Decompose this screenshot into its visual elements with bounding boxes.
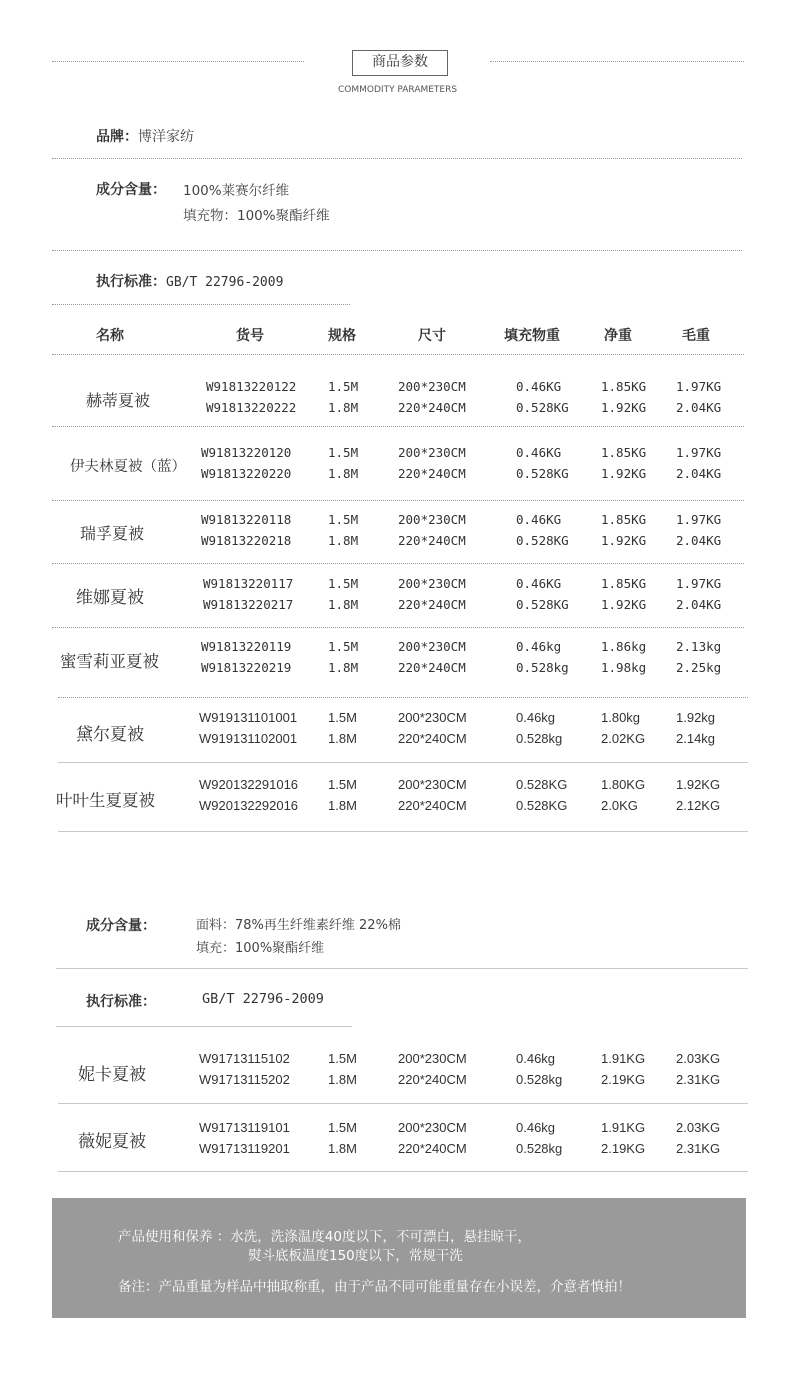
net-weight: 2.19KG [601,1141,646,1156]
col-header-net-weight: 净重 [604,328,632,344]
product-spec: 1.8M [328,400,359,415]
product-spec: 1.8M [328,1141,357,1156]
row-divider [58,697,748,698]
product-spec: 1.5M [328,379,359,394]
divider [52,158,742,159]
gross-weight: 2.25kg [676,660,722,675]
product-code: W91813220117 [203,576,294,591]
product-spec: 1.5M [328,1051,357,1066]
fill-weight: 0.528KG [516,777,568,792]
header-divider-left [52,61,304,62]
product-name: 薇妮夏被 [78,1132,146,1152]
product-spec: 1.8M [328,597,359,612]
net-weight: 1.85KG [601,445,647,460]
divider [52,354,744,355]
product-code: W91713119201 [199,1141,290,1156]
gross-weight: 2.14kg [676,731,716,746]
gross-weight: 2.31KG [676,1072,721,1087]
product-size: 200*230CM [398,512,466,527]
row-divider [52,500,744,501]
product-size: 220*240CM [398,597,466,612]
fill-weight: 0.528kg [516,1072,563,1087]
net-weight: 1.80KG [601,777,646,792]
standard-value: GB/T 22796-2009 [166,275,284,290]
net-weight: 1.92KG [601,400,647,415]
standard-row [96,271,283,291]
standard-label: 执行标准： [96,274,166,290]
product-code: W920132292016 [199,798,299,813]
gross-weight: 1.97KG [676,512,722,527]
net-weight: 1.92KG [601,597,647,612]
standard-value: GB/T 22796-2009 [202,991,324,1007]
fill-weight: 0.528KG [516,597,569,612]
product-size: 220*240CM [398,400,466,415]
care-line-2: 熨斗底板温度150度以下，常规干洗 [248,1248,463,1264]
net-weight: 1.92KG [601,466,647,481]
fill-weight: 0.46KG [516,379,562,394]
product-size: 200*230CM [398,777,467,792]
composition-line2: 填充：100%聚酯纤维 [196,941,325,956]
brand-value: 博洋家纺 [138,129,194,145]
product-spec: 1.8M [328,660,359,675]
net-weight: 1.85KG [601,512,647,527]
fill-weight: 0.528kg [516,731,563,746]
net-weight: 1.85KG [601,576,647,591]
net-weight: 1.91KG [601,1051,646,1066]
gross-weight: 1.97KG [676,576,722,591]
product-code: W91813220217 [203,597,294,612]
divider [56,1026,352,1027]
fill-weight: 0.46KG [516,512,562,527]
product-spec: 1.5M [328,710,357,725]
brand-label: 品牌： [96,129,138,145]
net-weight: 1.91KG [601,1120,646,1135]
col-header-size: 尺寸 [418,328,446,344]
product-spec: 1.5M [328,777,357,792]
product-name: 伊夫林夏被（蓝） [70,459,186,475]
fill-weight: 0.46kg [516,1120,556,1135]
section-subtitle: COMMODITY PARAMETERS [338,85,458,95]
row-divider [58,762,748,763]
product-spec: 1.8M [328,798,357,813]
product-spec: 1.8M [328,533,359,548]
product-size: 220*240CM [398,1072,467,1087]
product-size: 220*240CM [398,466,466,481]
col-header-code: 货号 [236,328,264,344]
fill-weight: 0.46kg [516,639,562,654]
product-spec: 1.5M [328,639,359,654]
product-code: W91813220218 [201,533,292,548]
fill-weight: 0.46KG [516,576,562,591]
net-weight: 2.02KG [601,731,646,746]
net-weight: 1.85KG [601,379,647,394]
product-code: W91813220222 [206,400,297,415]
net-weight: 2.19KG [601,1072,646,1087]
product-code: W91813220219 [201,660,292,675]
product-size: 200*230CM [398,639,466,654]
gross-weight: 1.97KG [676,445,722,460]
product-size: 220*240CM [398,798,467,813]
product-code: W91713115202 [199,1072,290,1087]
standard-label: 执行标准： [86,994,156,1010]
fill-weight: 0.528KG [516,466,569,481]
fill-weight: 0.46kg [516,1051,556,1066]
net-weight: 1.92KG [601,533,647,548]
net-weight: 2.0KG [601,798,638,813]
composition-label: 成分含量： [86,918,156,934]
product-code: W919131102001 [199,731,298,746]
product-name: 蜜雪莉亚夏被 [60,652,159,671]
product-code: W91813220122 [206,379,297,394]
gross-weight: 2.31KG [676,1141,721,1156]
product-spec: 1.8M [328,466,359,481]
product-size: 200*230CM [398,379,466,394]
product-spec: 1.5M [328,1120,357,1135]
row-divider [58,831,748,832]
product-spec: 1.5M [328,512,359,527]
col-header-gross-weight: 毛重 [682,328,710,344]
net-weight: 1.86kg [601,639,647,654]
product-code: W91713119101 [199,1120,290,1135]
product-code: W91713115102 [199,1051,290,1066]
product-name: 黛尔夏被 [76,725,144,745]
gross-weight: 1.97KG [676,379,722,394]
gross-weight: 1.92kg [676,710,716,725]
section-title: 商品参数 [352,50,448,76]
product-code: W91813220220 [201,466,292,481]
col-header-name: 名称 [96,328,124,344]
row-divider [52,563,744,564]
divider [52,304,350,305]
care-instructions-box [52,1198,746,1318]
composition-line1: 面料：78%再生纤维素纤维 22%棉 [196,918,401,933]
composition-label: 成分含量： [96,182,166,198]
product-name: 赫蒂夏被 [86,391,151,410]
care-line-1: 产品使用和保养 ：水洗，洗涤温度40度以下，不可漂白，悬挂晾干， [118,1229,531,1245]
product-size: 200*230CM [398,1051,467,1066]
gross-weight: 2.13kg [676,639,722,654]
product-size: 200*230CM [398,576,466,591]
product-name: 叶叶生夏夏被 [56,791,155,810]
composition-line2: 填充物：100%聚酯纤维 [183,208,330,224]
product-name: 妮卡夏被 [78,1065,146,1085]
product-size: 220*240CM [398,660,466,675]
row-divider [58,1103,748,1104]
product-size: 200*230CM [398,710,467,725]
product-spec: 1.8M [328,731,357,746]
divider [56,968,748,969]
fill-weight: 0.46KG [516,445,562,460]
product-code: W91813220120 [201,445,292,460]
product-size: 200*230CM [398,1120,467,1135]
row-divider [52,627,744,628]
product-size: 220*240CM [398,533,466,548]
fill-weight: 0.528KG [516,533,569,548]
product-name: 维娜夏被 [76,588,144,608]
fill-weight: 0.528kg [516,660,569,675]
divider [52,250,742,251]
header-divider-right [490,61,744,62]
gross-weight: 2.03KG [676,1120,721,1135]
product-size: 220*240CM [398,731,467,746]
product-name: 瑞孚夏被 [80,524,145,543]
gross-weight: 2.04KG [676,400,722,415]
product-size: 200*230CM [398,445,466,460]
fill-weight: 0.528KG [516,400,569,415]
row-divider [58,1171,748,1172]
product-spec: 1.8M [328,1072,357,1087]
fill-weight: 0.528kg [516,1141,563,1156]
product-size: 220*240CM [398,1141,467,1156]
product-code: W920132291016 [199,777,299,792]
gross-weight: 2.04KG [676,597,722,612]
gross-weight: 2.04KG [676,533,722,548]
product-code: W91813220119 [201,639,292,654]
composition-line1: 100%莱赛尔纤维 [183,183,290,199]
net-weight: 1.80kg [601,710,641,725]
fill-weight: 0.528KG [516,798,568,813]
fill-weight: 0.46kg [516,710,556,725]
product-code: W91813220118 [201,512,292,527]
product-spec: 1.5M [328,445,359,460]
col-header-fill-weight: 填充物重 [504,328,560,344]
product-code: W919131101001 [199,710,298,725]
row-divider [52,426,744,427]
col-header-spec: 规格 [328,328,356,344]
gross-weight: 2.03KG [676,1051,721,1066]
gross-weight: 2.04KG [676,466,722,481]
product-spec: 1.5M [328,576,359,591]
brand-row [96,126,194,146]
care-note: 备注：产品重量为样品中抽取称重，由于产品不同可能重量存在小误差，介意者慎拍！ [118,1279,631,1295]
gross-weight: 1.92KG [676,777,721,792]
gross-weight: 2.12KG [676,798,721,813]
net-weight: 1.98kg [601,660,647,675]
